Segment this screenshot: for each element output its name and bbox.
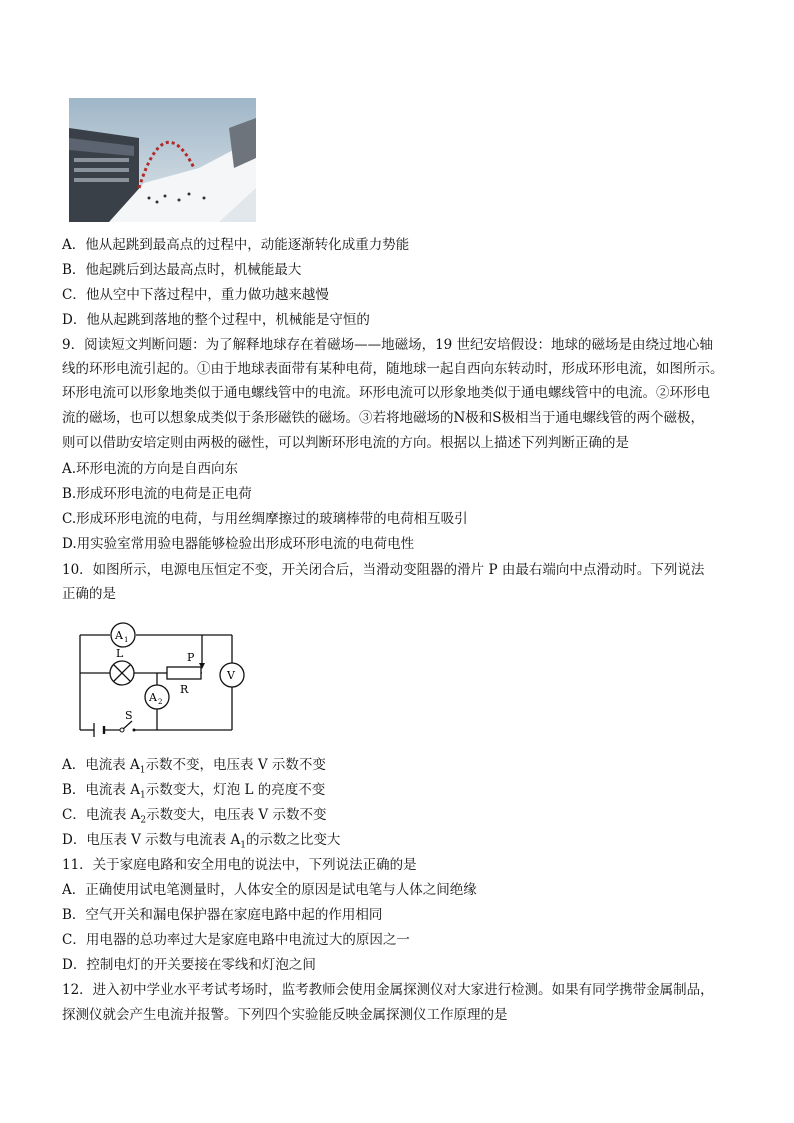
q9-option-c: C.形成环形电流的电荷，与用丝绸摩擦过的玻璃棒带的电荷相互吸引 (62, 511, 468, 527)
q8-option-c: C．他从空中下落过程中，重力做功越来越慢 (62, 287, 329, 303)
switch-s-label: S (125, 709, 133, 722)
q12-text-line-1: 12．进入初中学业水平考试考场时，监考教师会使用金属探测仪对大家进行检测。如果有同学携带金属制品， (62, 982, 714, 998)
ammeter-a2-subscript: 2 (158, 698, 163, 706)
q9-text-line-1: 9．阅读短文判断问题：为了解释地球存在着磁场——地磁场，19 世纪安培假设：地球的磁场是由绕过地心轴 (62, 337, 714, 353)
q11-option-a: A．正确使用试电笔测量时，人体安全的原因是试电笔与人体之间绝缘 (62, 882, 477, 898)
q10-option-c: C．电流表 $A_2$示数变大，电压表 V 示数不变 (62, 807, 327, 826)
voltmeter-v-label: V (227, 669, 235, 682)
q10-option-b: B．电流表 $A_1$示数变大，灯泡 L 的亮度不变 (62, 782, 326, 801)
q9-option-b: B.形成环形电流的电荷是正电荷 (62, 486, 252, 502)
ski-jump-illustration (69, 98, 256, 222)
q11-title: 11．关于家庭电路和安全用电的说法中，下列说法正确的是 (62, 857, 417, 873)
q10-option-d: D．电压表 V 示数与电流表 $A_1$的示数之比变大 (62, 832, 341, 851)
circuit-diagram (62, 615, 262, 745)
q10-text-line-2: 正确的是 (62, 586, 116, 602)
q11-option-d: D．控制电灯的开关要接在零线和灯泡之间 (62, 957, 316, 973)
q9-text-line-5: 则可以借助安培定则由两极的磁性，可以判断环形电流的方向。根据以上描述下列判断正确的是 (62, 435, 629, 451)
ski-jump-photo (69, 98, 256, 222)
resistor-r-label: R (180, 683, 189, 696)
q11-option-b: B．空气开关和漏电保护器在家庭电路中起的作用相同 (62, 907, 383, 923)
q9-text-line-4: 流的磁场，也可以想象成类似于条形磁铁的磁场。③若将地磁场的N极和S极相当于通电螺线管的两个磁极， (62, 410, 705, 426)
q10-option-a: A．电流表 $A_1$示数不变，电压表 V 示数不变 (62, 757, 326, 776)
q9-text-line-2: 线的环形电流引起的。①由于地球表面带有某种电荷，随地球一起自西向东转动时，形成环形电流，如图所示。 (62, 361, 724, 377)
ammeter-a1-label: A (115, 629, 123, 642)
lamp-label: L (116, 647, 124, 660)
q12-text-line-2: 探测仪就会产生电流并报警。下列四个实验能反映金属探测仪工作原理的是 (62, 1007, 508, 1023)
q9-option-d: D.用实验室常用验电器能够检验出形成环形电流的电荷电性 (62, 536, 415, 552)
q8-option-b: B．他起跳后到达最高点时，机械能最大 (62, 262, 302, 278)
q9-option-a: A.环形电流的方向是自西向东 (62, 461, 239, 477)
q10-text-line-1: 10．如图所示，电源电压恒定不变，开关闭合后，当滑动变阻器的滑片 P 由最右端向中点滑动时。下列说法 (62, 562, 705, 578)
q8-option-d: D．他从起跳到落地的整个过程中，机械能是守恒的 (62, 312, 370, 328)
slider-p-label: P (187, 651, 195, 664)
ammeter-a2-label: A (149, 691, 157, 704)
q9-text-line-3: 环形电流可以形象地类似于通电螺线管中的电流。环形电流可以形象地类似于通电螺线管中的电流。②环形电 (62, 385, 710, 401)
q8-option-a: A．他从起跳到最高点的过程中，动能逐渐转化成重力势能 (62, 237, 410, 253)
q11-option-c: C．用电器的总功率过大是家庭电路中电流过大的原因之一 (62, 932, 410, 948)
ammeter-a1-subscript: 1 (124, 636, 129, 644)
